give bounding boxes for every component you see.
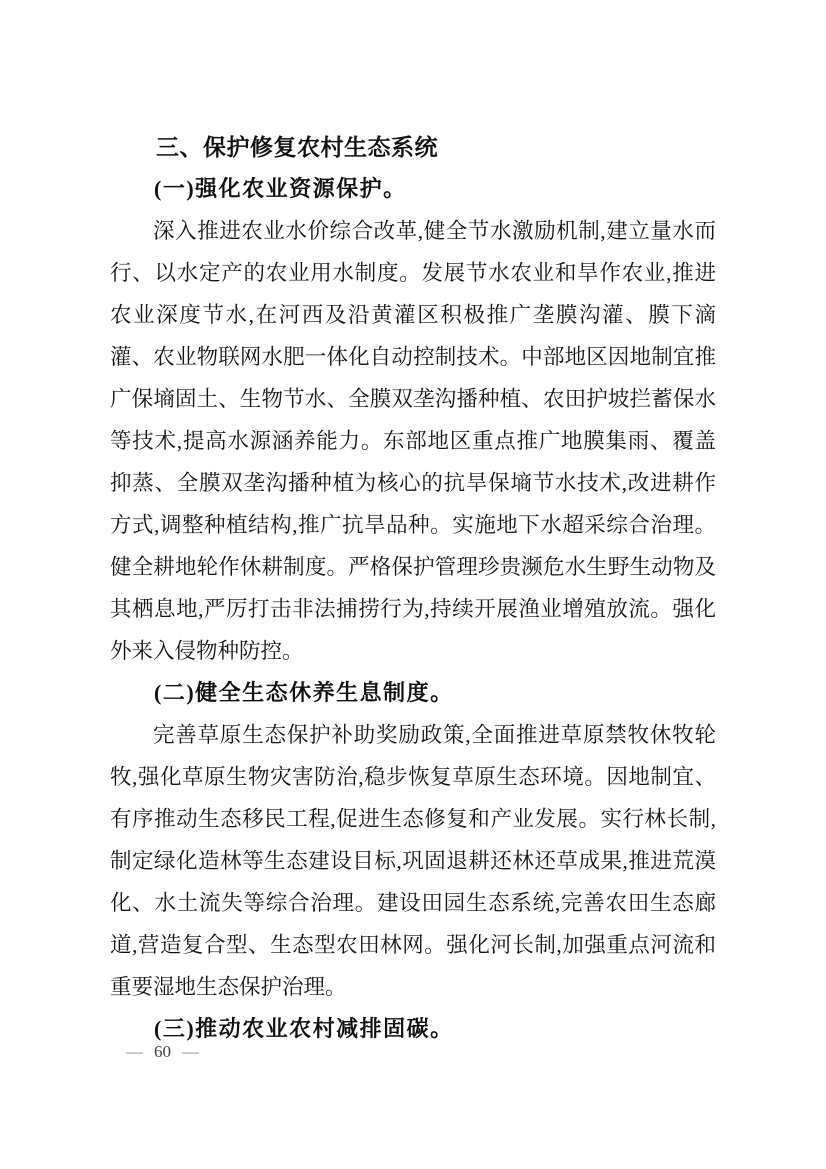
page-number-dash-left: —	[126, 1042, 143, 1061]
paragraph-1: 深入推进农业水价综合改革,健全节水激励机制,建立量水而行、以水定产的农业用水制度。发展节水农业和旱作农业,推进农业深度节水,在河西及沿黄灌区积极推广垄膜沟灌、膜下滴灌、农业物联网水肥一体化自动控制技术。中部地区因地制宜推广保墒固土、生物节水、全膜双垄沟播种植、农田护坡拦蓄保水等技术,提高水源涵养能力。东部地区重点推广地膜集雨、覆盖抑蒸、全膜双垄沟播种植为核心的抗旱保墒节水技术,改进耕作方式,调整种植结构,推广抗旱品种。实施地下水超采综合治理。健全耕地轮作休耕制度。严格保护管理珍贵濒危水生野生动物及其栖息地,严厉打击非法捕捞行为,持续开展渔业增殖放流。强化外来入侵物种防控。	[110, 219, 716, 663]
paragraph-2: 完善草原生态保护补助奖励政策,全面推进草原禁牧休牧轮牧,强化草原生物灾害防治,稳步恢复草原生态环境。因地制宜、有序推动生态移民工程,促进生态修复和产业发展。实行林长制,制定绿化造林等生态建设目标,巩固退耕还林还草成果,推进荒漠化、水土流失等综合治理。建设田园生态系统,完善农田生态廊道,营造复合型、生态型农田林网。强化河长制,加强重点河流和重要湿地生态保护治理。	[110, 723, 716, 999]
subsection-heading-3: (三)推动农业农村减排固碳。	[154, 1016, 454, 1041]
page-number	[126, 1042, 199, 1062]
page-number-value: 60	[154, 1042, 171, 1061]
section-heading: 三、保护修复农村生态系统	[156, 134, 438, 160]
document-content	[110, 126, 716, 1050]
subsection-heading-1: (一)强化农业资源保护。	[154, 176, 407, 201]
subsection-heading-2: (二)健全生态休养生息制度。	[154, 680, 454, 705]
page-number-dash-right: —	[182, 1042, 199, 1061]
